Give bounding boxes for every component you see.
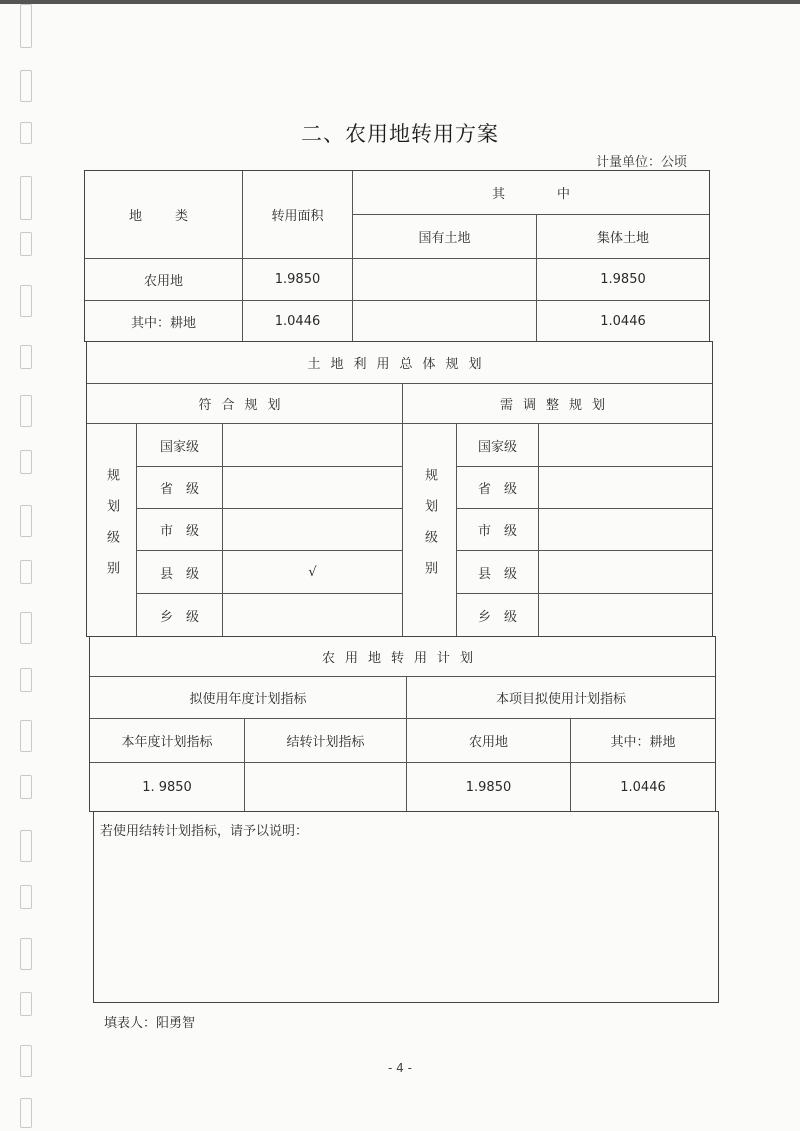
scan-top-edge [0,0,800,4]
page-title: 二、农用地转用方案 [301,122,499,146]
header-conform-plan: 符合规划 [87,384,403,424]
adjust-level-province: 省 级 [457,467,539,509]
value-farmland: 1.9850 [407,763,571,811]
explanation-box [93,811,719,1003]
header-state-owned-land: 国有土地 [353,215,537,259]
header-converted-area: 转用面积 [243,171,353,259]
adjust-mark-national [539,424,712,467]
conform-mark-county: √ [223,551,403,594]
header-farmland: 农用地 [407,719,571,763]
conform-mark-province [223,467,403,509]
adjust-mark-city [539,509,712,551]
header-adjust-plan: 需调整规划 [403,384,712,424]
value-carryover-quota [245,763,407,811]
measurement-unit: 计量单位：公顷 [595,155,687,170]
adjust-mark-province [539,467,712,509]
row-arable-state [353,301,537,341]
row-arable-area: 1.0446 [243,301,353,341]
header-land-category: 地 类 [85,171,243,259]
header-project-plan-quota: 本项目拟使用计划指标 [407,677,715,719]
conform-mark-city [223,509,403,551]
conform-level-township: 乡 级 [137,594,223,636]
form-filler: 填表人：阳勇智 [104,1016,196,1031]
land-type-table [84,170,710,342]
conform-level-province: 省 级 [137,467,223,509]
value-arable: 1.0446 [620,779,666,795]
row-arable-collective: 1.0446 [600,313,646,329]
adjust-level-national: 国家级 [457,424,539,467]
value-this-year-quota: 1. 9850 [90,763,245,811]
plan-heading: 土地利用总体规划 [87,342,712,384]
row-arable-label: 其中：耕地 [85,301,243,341]
row-farmland-label: 农用地 [85,259,243,301]
conform-mark-national [223,424,403,467]
header-arable: 其中：耕地 [571,719,715,763]
adjust-level-county: 县 级 [457,551,539,594]
row-farmland-state [353,259,537,301]
header-collective-land: 集体土地 [537,215,709,259]
conversion-plan-table [89,636,716,812]
adjust-level-text: 规划级别 [422,468,437,592]
adjust-mark-township [539,594,712,636]
header-among: 其 中 [353,171,709,215]
header-this-year-quota: 本年度计划指标 [90,719,245,763]
row-farmland-collective: 1.9850 [537,259,709,301]
page-number: - 4 - [388,1061,412,1075]
carryover-explanation-label: 若使用结转计划指标，请予以说明： [100,824,309,839]
header-annual-plan-quota: 拟使用年度计划指标 [90,677,407,719]
adjust-level-township: 乡 级 [457,594,539,636]
row-farmland-area: 1.9850 [243,259,353,301]
conform-level-label [87,424,137,636]
conversion-heading: 农用地转用计划 [90,637,715,677]
land-use-plan-table [86,341,713,637]
conform-level-text: 规划级别 [104,468,119,592]
conform-level-county: 县 级 [137,551,223,594]
binding-holes [20,0,34,1131]
adjust-level-city: 市 级 [457,509,539,551]
conform-level-national: 国家级 [137,424,223,467]
conform-mark-township [223,594,403,636]
adjust-level-label [403,424,457,636]
conform-level-city: 市 级 [137,509,223,551]
adjust-mark-county [539,551,712,594]
header-carryover-quota: 结转计划指标 [245,719,407,763]
